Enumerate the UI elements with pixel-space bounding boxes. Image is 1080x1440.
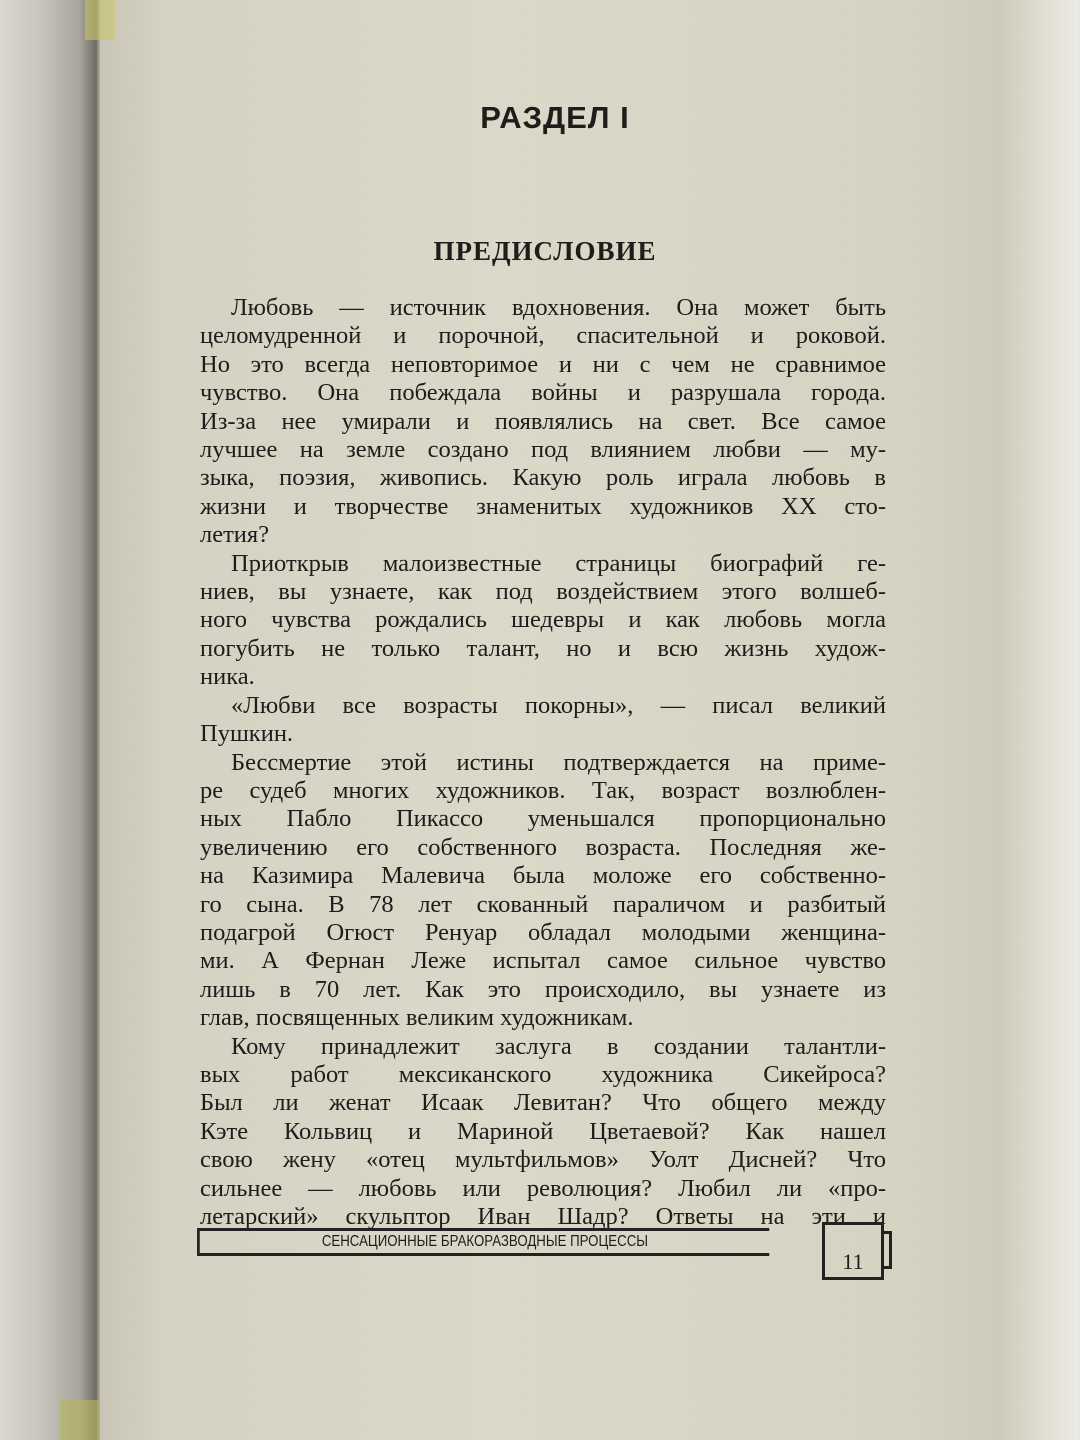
chapter-title: ПРЕДИСЛОВИЕ <box>433 236 657 266</box>
text-line: глав, посвященных великим художникам. <box>200 1004 634 1032</box>
paragraph <box>200 692 886 749</box>
paragraph <box>200 749 886 1033</box>
text-line: ре судеб многих художников. Так, возраст возлюблен- <box>200 776 886 804</box>
text-line: свою жену «отец мультфильмов» Уолт Дисней? Что <box>200 1146 886 1174</box>
text-line: лучшее на земле создано под влиянием любви — му- <box>200 436 886 464</box>
body-text <box>200 294 886 1231</box>
paragraph <box>200 294 886 550</box>
text-line: летия? <box>200 521 270 549</box>
text-line: вых работ мексиканского художника Сикейроса? <box>200 1060 886 1088</box>
text-line: Бессмертие этой истины подтверждается на приме- <box>231 748 886 776</box>
page-number: 11 <box>822 1222 884 1280</box>
paragraph <box>200 550 886 692</box>
text-line: Кому принадлежит заслуга в создании талантли- <box>231 1032 886 1060</box>
text-line: жизни и творчестве знаменитых художников XX сто- <box>200 492 886 520</box>
text-line: ниев, вы узнаете, как под воздействием этого волшеб- <box>200 578 886 606</box>
text-line: лишь в 70 лет. Как это происходило, вы узнаете из <box>200 975 886 1003</box>
text-line: Приоткрыв малоизвестные страницы биографий ге- <box>231 549 886 577</box>
book-gutter <box>0 0 100 1440</box>
text-line: ника. <box>200 663 255 691</box>
running-title: СЕНСАЦИОННЫЕ БРАКОРАЗВОДНЫЕ ПРОЦЕССЫ <box>321 1233 648 1250</box>
text-line: чувство. Она побеждала войны и разрушала города. <box>200 379 886 407</box>
text-line: го сына. В 78 лет скованный параличом и разбитый <box>200 890 886 918</box>
text-line: Из-за нее умирали и появлялись на свет. Все самое <box>200 407 886 435</box>
text-line: ного чувства рождались шедевры и как любовь могла <box>200 606 886 634</box>
text-line: Но это всегда неповторимое и ни с чем не сравнимое <box>200 350 886 378</box>
book-binding-edge <box>85 0 115 40</box>
running-title-bar <box>197 1228 769 1256</box>
text-line: Любовь — источник вдохновения. Она может быть <box>231 294 886 321</box>
paragraph <box>200 1033 886 1232</box>
text-line: увеличению его собственного возраста. Последняя же- <box>200 833 886 861</box>
page-number-tab <box>884 1231 892 1269</box>
text-line: «Любви все возрасты покорны», — писал великий <box>231 691 886 719</box>
text-line: погубить не только талант, но и всю жизнь худож- <box>200 634 886 662</box>
text-line: зыка, поэзия, живопись. Какую роль играла любовь в <box>200 464 886 492</box>
text-line: ми. А Фернан Леже испытал самое сильное чувство <box>200 947 886 975</box>
text-line: сильнее — любовь или революция? Любил ли «про- <box>200 1174 886 1202</box>
text-line: летарский» скульптор Иван Шадр? Ответы на эти и <box>200 1203 886 1230</box>
section-title: РАЗДЕЛ I <box>480 100 630 135</box>
book-binding-edge <box>60 1400 100 1440</box>
text-line: подагрой Огюст Ренуар обладал молодыми женщина- <box>200 918 886 946</box>
text-line: Был ли женат Исаак Левитан? Что общего между <box>200 1089 886 1117</box>
text-line: ных Пабло Пикассо уменьшался пропорционально <box>200 805 886 833</box>
text-line: Пушкин. <box>200 720 294 748</box>
text-line: Кэте Кольвиц и Мариной Цветаевой? Как нашел <box>200 1117 886 1145</box>
text-line: на Казимира Малевича была моложе его собственно- <box>200 862 886 890</box>
text-line: целомудренной и порочной, спасительной и роковой. <box>200 322 886 350</box>
